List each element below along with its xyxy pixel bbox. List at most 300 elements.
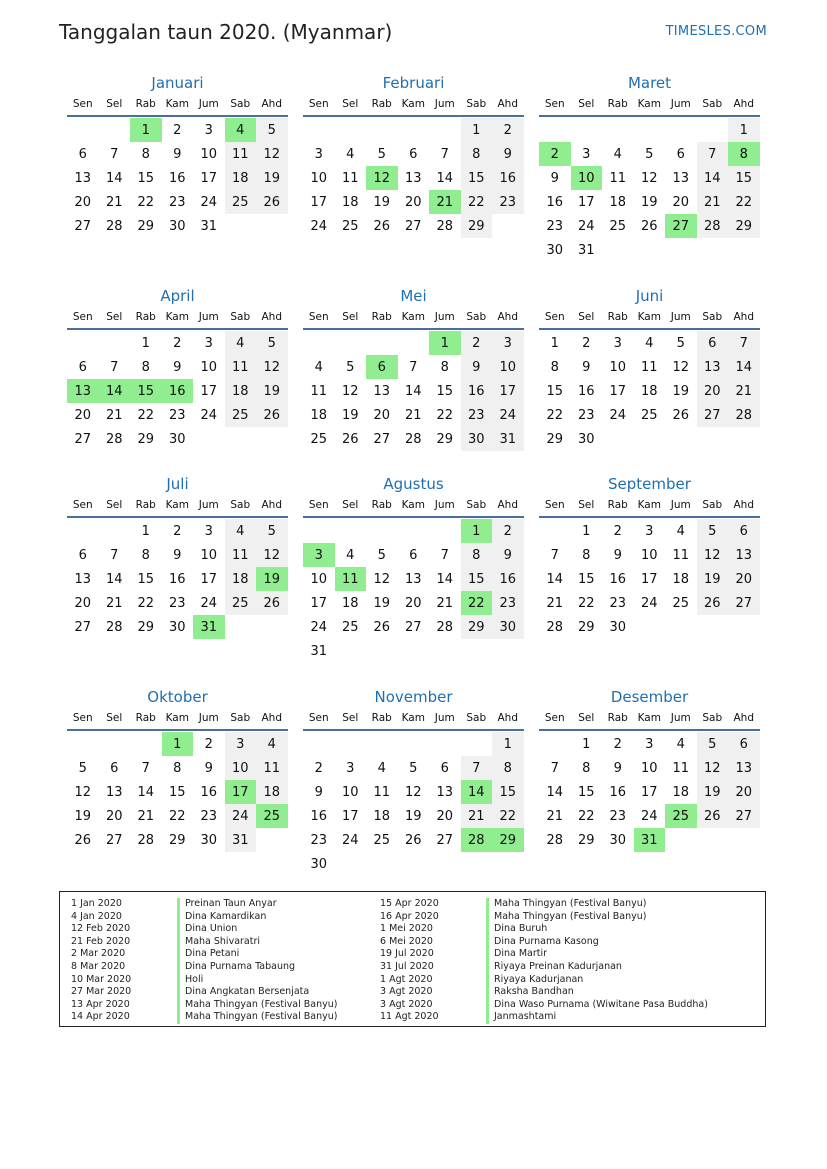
holiday-day-cell: 31: [193, 615, 225, 639]
holiday-legend: [59, 891, 766, 1027]
day-cell: 27: [697, 403, 729, 427]
day-cell: 26: [373, 218, 391, 234]
day-cell: 11: [672, 760, 690, 776]
empty-cell: [335, 519, 367, 543]
day-cell: 28: [105, 619, 123, 635]
holiday-day-cell: 25: [665, 804, 697, 828]
weekday-label: Jum: [434, 499, 455, 511]
day-cell: 17: [640, 571, 658, 587]
weekday-label: Jum: [670, 712, 691, 724]
day-cell: 15: [137, 571, 155, 587]
day-cell: 9: [550, 170, 559, 186]
legend-holiday-name: Maha Thingyan (Festival Banyu): [177, 999, 385, 1012]
day-cell: 3: [613, 335, 622, 351]
day-cell: 26: [341, 431, 359, 447]
day-cell: 15: [728, 166, 760, 190]
legend-holiday-name: Holi: [177, 974, 385, 987]
day-cell: 23: [168, 407, 186, 423]
day-grid: [67, 519, 288, 639]
day-cell: 2: [204, 736, 213, 752]
day-cell: 13: [404, 571, 422, 587]
weekday-label: Rab: [135, 499, 156, 511]
day-cell: 29: [577, 832, 595, 848]
weekday-label: Sen: [72, 712, 93, 724]
day-cell: 14: [105, 571, 123, 587]
weekday-header: [67, 711, 288, 731]
day-cell: 6: [697, 331, 729, 355]
day-cell: 4: [346, 547, 355, 563]
day-cell: 10: [609, 359, 627, 375]
day-cell: 25: [640, 407, 658, 423]
day-cell: 13: [728, 756, 760, 780]
day-cell: 18: [225, 166, 257, 190]
day-cell: 10: [200, 359, 218, 375]
weekday-label: Sab: [466, 311, 487, 323]
empty-cell: [67, 118, 99, 142]
day-cell: 12: [256, 355, 288, 379]
weekday-label: Jum: [198, 712, 219, 724]
day-cell: 26: [373, 619, 391, 635]
day-cell: 4: [613, 146, 622, 162]
day-cell: 12: [341, 383, 359, 399]
empty-cell: [461, 732, 493, 756]
day-cell: 12: [672, 359, 690, 375]
day-cell: 16: [461, 379, 493, 403]
day-cell: 15: [461, 567, 493, 591]
day-grid: [303, 331, 524, 451]
month-name: April: [160, 287, 195, 305]
day-cell: 23: [168, 595, 186, 611]
weekday-label: Sen: [544, 712, 565, 724]
weekday-header: [539, 310, 760, 330]
weekday-header: [539, 711, 760, 731]
day-cell: 6: [78, 359, 87, 375]
day-cell: 10: [640, 760, 658, 776]
day-cell: 27: [74, 431, 92, 447]
day-cell: 15: [168, 784, 186, 800]
day-cell: 27: [105, 832, 123, 848]
empty-cell: [335, 732, 367, 756]
day-cell: 19: [404, 808, 422, 824]
weekday-label: Ahd: [497, 311, 518, 323]
day-cell: 7: [110, 547, 119, 563]
day-cell: 9: [173, 547, 182, 563]
day-cell: 8: [582, 760, 591, 776]
legend-column-left: [71, 898, 385, 1024]
day-cell: 2: [492, 519, 524, 543]
day-cell: 29: [137, 619, 155, 635]
empty-cell: [539, 118, 571, 142]
weekday-label: Sen: [544, 311, 565, 323]
day-cell: 5: [645, 146, 654, 162]
day-cell: 23: [200, 808, 218, 824]
day-cell: 28: [546, 619, 564, 635]
legend-date: 21 Feb 2020: [71, 935, 131, 947]
day-cell: 25: [373, 832, 391, 848]
holiday-day-cell: 19: [256, 567, 288, 591]
day-cell: 18: [341, 595, 359, 611]
day-grid: [303, 519, 524, 663]
month-maret: [539, 73, 760, 262]
day-cell: 5: [256, 519, 288, 543]
day-cell: 9: [613, 760, 622, 776]
day-cell: 4: [256, 732, 288, 756]
month-name: September: [608, 475, 691, 493]
day-cell: 25: [341, 218, 359, 234]
holiday-day-cell: 10: [571, 166, 603, 190]
day-cell: 19: [74, 808, 92, 824]
legend-date: 2 Mar 2020: [71, 948, 126, 960]
weekday-label: Kam: [401, 499, 425, 511]
day-cell: 25: [341, 619, 359, 635]
day-cell: 12: [373, 571, 391, 587]
day-cell: 22: [137, 595, 155, 611]
day-cell: 17: [310, 194, 328, 210]
legend-date: 14 Apr 2020: [71, 1011, 130, 1023]
weekday-label: Jum: [434, 311, 455, 323]
day-cell: 17: [640, 784, 658, 800]
empty-cell: [429, 118, 461, 142]
legend-date: 31 Jul 2020: [380, 960, 434, 972]
weekday-label: Ahd: [733, 712, 754, 724]
day-cell: 13: [74, 170, 92, 186]
weekday-label: Sab: [230, 712, 251, 724]
day-cell: 16: [577, 383, 595, 399]
day-cell: 12: [640, 170, 658, 186]
day-cell: 14: [436, 170, 454, 186]
legend-holiday-name: Raksha Bandhan: [486, 986, 694, 999]
day-cell: 6: [440, 760, 449, 776]
day-cell: 24: [492, 403, 524, 427]
day-cell: 29: [546, 431, 564, 447]
day-cell: 27: [404, 218, 422, 234]
day-cell: 5: [697, 732, 729, 756]
legend-holiday-name: Dina Martir: [486, 948, 694, 961]
weekday-label: Sel: [342, 712, 359, 724]
weekday-label: Kam: [165, 98, 189, 110]
day-cell: 27: [74, 619, 92, 635]
empty-cell: [99, 732, 131, 756]
day-cell: 21: [105, 194, 123, 210]
weekday-label: Sab: [230, 499, 251, 511]
day-grid: [67, 732, 288, 852]
day-cell: 23: [492, 190, 524, 214]
day-cell: 23: [546, 218, 564, 234]
day-cell: 30: [461, 427, 493, 451]
legend-holiday-name: Janmashtami: [486, 1011, 694, 1024]
weekday-label: Jum: [198, 98, 219, 110]
day-cell: 14: [137, 784, 155, 800]
day-cell: 6: [409, 547, 418, 563]
day-cell: 2: [461, 331, 493, 355]
day-cell: 9: [204, 760, 213, 776]
day-cell: 3: [492, 331, 524, 355]
day-cell: 17: [492, 379, 524, 403]
weekday-label: Sen: [308, 98, 329, 110]
day-cell: 23: [461, 403, 493, 427]
day-cell: 12: [74, 784, 92, 800]
brand-link[interactable]: TIMESLES.COM: [665, 24, 767, 39]
weekday-label: Sen: [72, 499, 93, 511]
day-cell: 7: [728, 331, 760, 355]
day-cell: 28: [728, 403, 760, 427]
day-cell: 3: [225, 732, 257, 756]
day-cell: 29: [436, 431, 454, 447]
day-cell: 10: [310, 170, 328, 186]
empty-cell: [429, 519, 461, 543]
legend-column-right: [380, 898, 708, 1024]
day-cell: 7: [110, 146, 119, 162]
empty-cell: [539, 519, 571, 543]
day-cell: 18: [672, 571, 690, 587]
day-cell: 13: [436, 784, 454, 800]
legend-date: 12 Feb 2020: [71, 923, 131, 935]
day-cell: 30: [310, 856, 328, 872]
day-cell: 16: [492, 567, 524, 591]
day-cell: 20: [74, 194, 92, 210]
day-cell: 20: [74, 595, 92, 611]
day-cell: 2: [613, 736, 622, 752]
day-cell: 8: [492, 756, 524, 780]
month-name: Maret: [627, 74, 672, 92]
page-title: Tanggalan taun 2020. (Myanmar): [59, 20, 393, 44]
holiday-day-cell: 25: [256, 804, 288, 828]
day-cell: 22: [168, 808, 186, 824]
empty-cell: [303, 118, 335, 142]
holiday-day-cell: 13: [67, 379, 99, 403]
day-cell: 22: [577, 595, 595, 611]
month-januari: [67, 73, 288, 238]
day-cell: 21: [546, 595, 564, 611]
day-cell: 18: [640, 383, 658, 399]
holiday-day-cell: 15: [130, 379, 162, 403]
holiday-day-cell: 27: [665, 214, 697, 238]
weekday-header: [303, 498, 524, 518]
weekday-label: Sab: [466, 98, 487, 110]
day-cell: 24: [200, 194, 218, 210]
day-cell: 27: [728, 591, 760, 615]
weekday-header: [303, 310, 524, 330]
day-cell: 11: [225, 543, 257, 567]
day-cell: 16: [546, 194, 564, 210]
month-name: Agustus: [383, 475, 444, 493]
day-cell: 5: [697, 519, 729, 543]
weekday-label: Rab: [135, 712, 156, 724]
weekday-label: Sen: [308, 712, 329, 724]
legend-date: 6 Mei 2020: [380, 935, 433, 947]
day-cell: 3: [645, 736, 654, 752]
legend-holiday-name: Maha Thingyan (Festival Banyu): [486, 898, 694, 911]
day-cell: 10: [200, 146, 218, 162]
day-cell: 8: [141, 547, 150, 563]
day-cell: 23: [609, 595, 627, 611]
day-cell: 9: [582, 359, 591, 375]
empty-cell: [398, 118, 430, 142]
weekday-label: Jum: [670, 311, 691, 323]
day-cell: 17: [200, 170, 218, 186]
day-cell: 23: [577, 407, 595, 423]
day-cell: 11: [672, 547, 690, 563]
day-cell: 29: [137, 218, 155, 234]
legend-date: 13 Apr 2020: [71, 998, 130, 1010]
day-cell: 22: [137, 407, 155, 423]
empty-cell: [335, 331, 367, 355]
day-cell: 20: [728, 780, 760, 804]
empty-cell: [303, 331, 335, 355]
day-cell: 1: [582, 736, 591, 752]
legend-holiday-name: Dina Buruh: [486, 923, 694, 936]
day-cell: 5: [78, 760, 87, 776]
month-april: [67, 286, 288, 451]
legend-date: 10 Mar 2020: [71, 973, 132, 985]
weekday-label: Rab: [607, 499, 628, 511]
weekday-header: [303, 97, 524, 117]
weekday-label: Ahd: [733, 311, 754, 323]
legend-holiday-name: Maha Thingyan (Festival Banyu): [177, 1011, 385, 1024]
day-cell: 11: [310, 383, 328, 399]
day-cell: 3: [582, 146, 591, 162]
weekday-label: Sel: [342, 311, 359, 323]
day-cell: 9: [314, 784, 323, 800]
empty-cell: [67, 732, 99, 756]
day-cell: 7: [409, 359, 418, 375]
day-cell: 6: [728, 732, 760, 756]
day-cell: 2: [582, 335, 591, 351]
day-grid: [303, 732, 524, 876]
day-cell: 2: [314, 760, 323, 776]
weekday-label: Rab: [371, 311, 392, 323]
day-cell: 30: [546, 242, 564, 258]
day-cell: 19: [256, 379, 288, 403]
day-cell: 11: [225, 142, 257, 166]
weekday-label: Sen: [72, 98, 93, 110]
day-cell: 3: [314, 146, 323, 162]
day-cell: 7: [550, 547, 559, 563]
day-cell: 24: [640, 808, 658, 824]
holiday-day-cell: 29: [492, 828, 524, 852]
day-cell: 9: [492, 142, 524, 166]
month-juni: [539, 286, 760, 451]
day-cell: 17: [200, 383, 218, 399]
day-cell: 20: [728, 567, 760, 591]
day-cell: 21: [404, 407, 422, 423]
empty-cell: [602, 118, 634, 142]
weekday-label: Sel: [342, 499, 359, 511]
legend-holiday-name: Dina Kamardikan: [177, 911, 385, 924]
weekday-label: Ahd: [261, 311, 282, 323]
day-cell: 20: [373, 407, 391, 423]
day-cell: 31: [577, 242, 595, 258]
weekday-label: Sen: [308, 311, 329, 323]
day-cell: 25: [310, 431, 328, 447]
holiday-day-cell: 1: [461, 519, 493, 543]
empty-cell: [398, 732, 430, 756]
day-cell: 8: [582, 547, 591, 563]
day-cell: 24: [310, 619, 328, 635]
day-cell: 19: [341, 407, 359, 423]
empty-cell: [99, 118, 131, 142]
day-cell: 8: [461, 543, 493, 567]
day-cell: 17: [310, 595, 328, 611]
day-grid: [67, 118, 288, 238]
weekday-label: Sen: [544, 98, 565, 110]
weekday-header: [67, 498, 288, 518]
day-cell: 18: [373, 808, 391, 824]
weekday-label: Jum: [670, 98, 691, 110]
empty-cell: [67, 519, 99, 543]
month-desember: [539, 687, 760, 852]
day-cell: 14: [546, 571, 564, 587]
day-cell: 13: [373, 383, 391, 399]
holiday-day-cell: 14: [461, 780, 493, 804]
day-cell: 5: [256, 331, 288, 355]
holiday-day-cell: 14: [99, 379, 131, 403]
day-cell: 14: [728, 355, 760, 379]
day-cell: 1: [582, 523, 591, 539]
legend-holiday-name: Dina Purnama Tabaung: [177, 961, 385, 974]
holiday-day-cell: 1: [429, 331, 461, 355]
day-cell: 11: [256, 756, 288, 780]
weekday-label: Jum: [670, 499, 691, 511]
day-cell: 8: [141, 359, 150, 375]
month-mei: [303, 286, 524, 451]
day-cell: 1: [141, 335, 150, 351]
day-cell: 7: [440, 146, 449, 162]
day-cell: 27: [436, 832, 454, 848]
day-cell: 28: [105, 218, 123, 234]
weekday-label: Jum: [434, 98, 455, 110]
day-cell: 4: [314, 359, 323, 375]
day-cell: 18: [310, 407, 328, 423]
day-cell: 27: [74, 218, 92, 234]
day-cell: 30: [200, 832, 218, 848]
day-cell: 1: [461, 118, 493, 142]
day-cell: 5: [346, 359, 355, 375]
day-cell: 20: [697, 379, 729, 403]
weekday-label: Ahd: [261, 712, 282, 724]
holiday-day-cell: 31: [634, 828, 666, 852]
holiday-day-cell: 2: [539, 142, 571, 166]
day-cell: 15: [436, 383, 454, 399]
weekday-label: Sel: [106, 98, 123, 110]
weekday-label: Sel: [106, 712, 123, 724]
day-cell: 17: [200, 571, 218, 587]
day-cell: 5: [377, 547, 386, 563]
legend-date: 1 Agt 2020: [380, 973, 433, 985]
day-cell: 1: [550, 335, 559, 351]
weekday-label: Sel: [342, 98, 359, 110]
day-cell: 30: [609, 619, 627, 635]
day-cell: 3: [204, 523, 213, 539]
day-cell: 2: [173, 335, 182, 351]
day-cell: 30: [492, 615, 524, 639]
empty-cell: [398, 331, 430, 355]
day-cell: 30: [168, 431, 186, 447]
day-cell: 8: [173, 760, 182, 776]
day-cell: 19: [373, 595, 391, 611]
empty-cell: [366, 118, 398, 142]
day-cell: 28: [546, 832, 564, 848]
month-name: November: [374, 688, 453, 706]
day-cell: 13: [105, 784, 123, 800]
day-cell: 9: [461, 355, 493, 379]
empty-cell: [67, 331, 99, 355]
day-cell: 14: [436, 571, 454, 587]
day-cell: 21: [546, 808, 564, 824]
legend-date: 3 Agt 2020: [380, 998, 433, 1010]
day-cell: 28: [436, 218, 454, 234]
weekday-label: Sen: [72, 311, 93, 323]
